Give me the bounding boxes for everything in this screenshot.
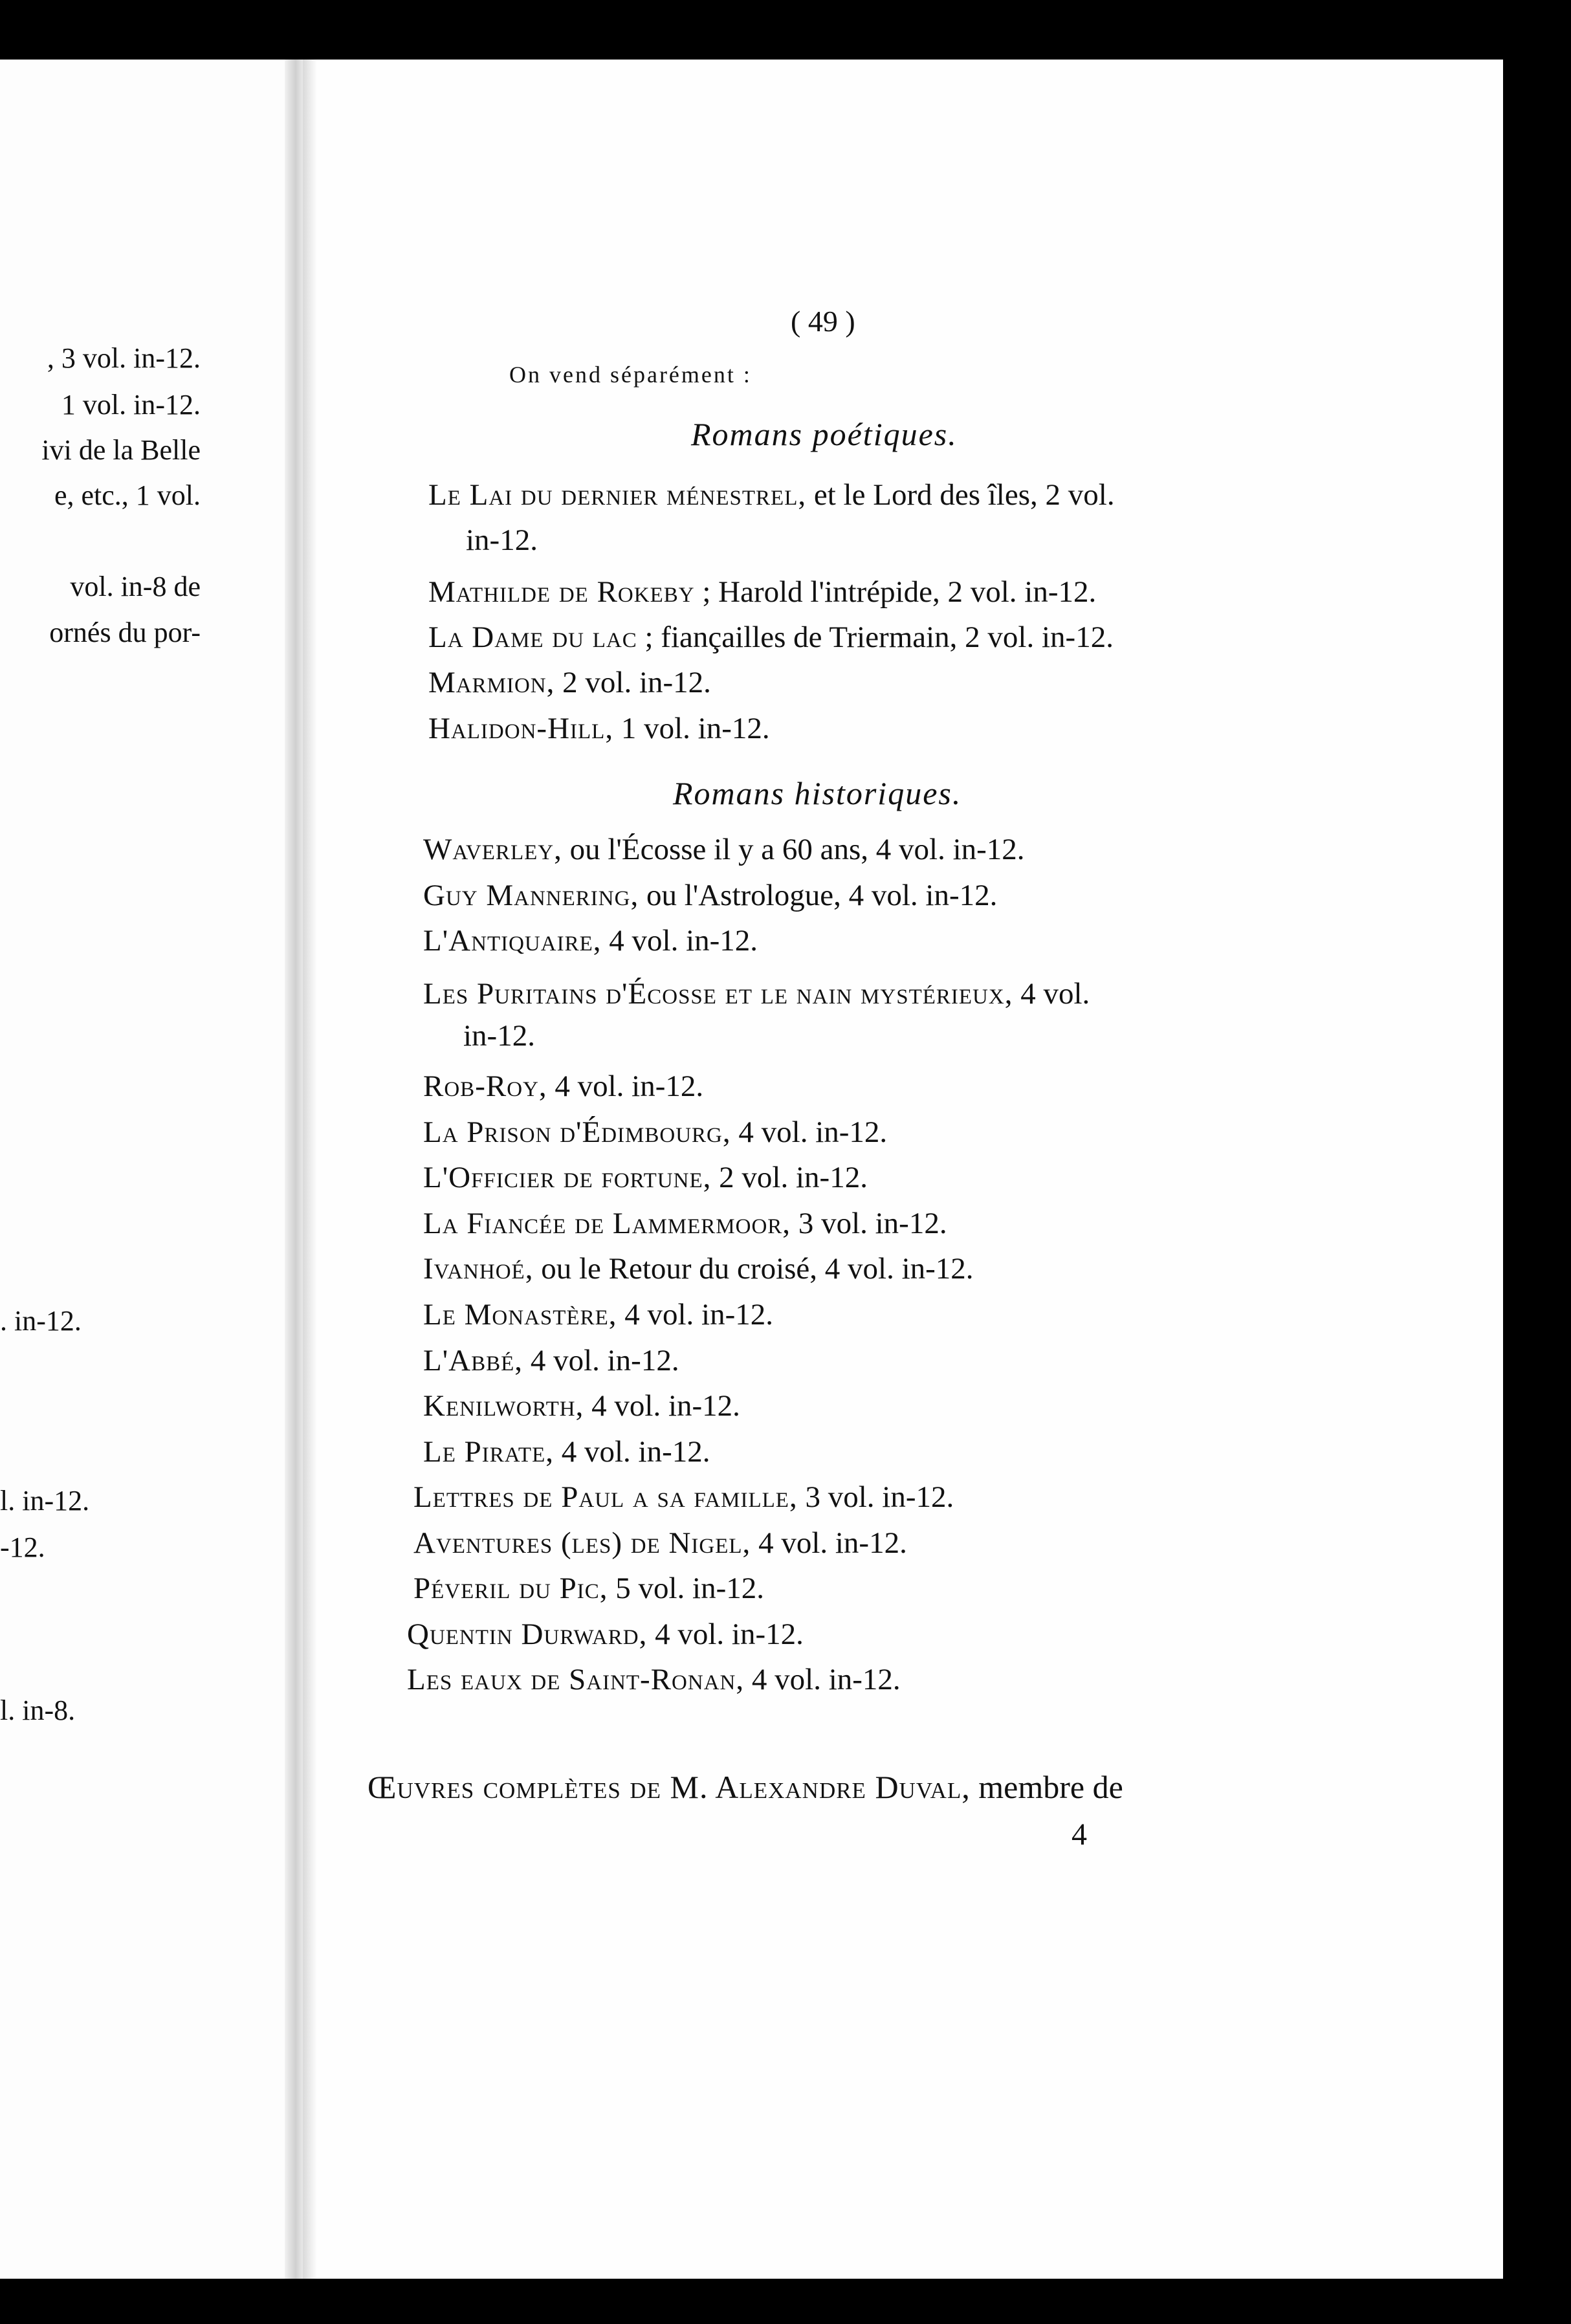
entry-details: 2 vol. in-12. — [555, 666, 711, 699]
sale-note: On vend séparément : — [509, 362, 752, 388]
list-item — [423, 1391, 740, 1421]
left-fragment: vol. in-8 de — [70, 571, 201, 602]
entry-details: 4 vol. in-12. — [751, 1526, 907, 1560]
entry-title: Halidon-Hill, — [428, 712, 614, 745]
left-fragment: ornés du por- — [49, 617, 201, 648]
left-facing-page — [0, 60, 298, 2279]
entry-continuation: in-12. — [466, 523, 538, 557]
entry-details: ; Harold l'intrépide, 2 vol. in-12. — [694, 575, 1097, 609]
entry-title: Marmion, — [428, 666, 555, 699]
left-fragment: , 3 vol. in-12. — [47, 342, 201, 374]
final-entry — [368, 1768, 1123, 1806]
entry-title: Quentin Durward, — [407, 1617, 648, 1651]
left-fragment: . in-12. — [0, 1305, 82, 1337]
list-item — [423, 979, 1090, 1009]
list-item — [413, 1482, 954, 1513]
entry-title: Le Monastère, — [423, 1298, 617, 1332]
entry-continuation: in-12. — [463, 1019, 535, 1053]
page-inner-shadow — [303, 60, 317, 2279]
list-item — [413, 1573, 764, 1604]
list-item — [423, 1163, 868, 1193]
entry-details: 4 vol. in-12. — [744, 1663, 901, 1696]
entry-title: Guy Mannering, — [423, 879, 639, 912]
page-number: ( 49 ) — [791, 305, 855, 338]
entry-details: 3 vol. in-12. — [791, 1207, 947, 1240]
entry-details: 4 vol. in-12. — [547, 1069, 704, 1103]
entry-title: Mathilde de Rokeby — [428, 575, 695, 609]
entry-details: 4 vol. in-12. — [554, 1435, 710, 1469]
list-item — [423, 835, 1025, 865]
entry-details: 4 vol. in-12. — [601, 924, 758, 958]
entry-title: Waverley, — [423, 833, 562, 866]
list-item — [428, 577, 1096, 608]
entry-title: L'Abbé, — [423, 1344, 523, 1377]
section-title-poetiques: Romans poétiques. — [691, 416, 958, 452]
entry-title: Les Puritains d'Écosse et le nain mystérieux, — [423, 977, 1013, 1011]
entry-details: 4 vol. in-12. — [584, 1389, 740, 1423]
entry-details: 4 vol. in-12. — [523, 1344, 679, 1377]
entry-title: La Dame du lac — [428, 620, 637, 654]
list-item — [428, 622, 1114, 653]
list-item — [428, 480, 1115, 510]
entry-details: 1 vol. in-12. — [613, 712, 770, 745]
entry-details: 4 vol. in-12. — [647, 1617, 804, 1651]
list-item — [423, 1300, 773, 1330]
entry-details: ou le Retour du croisé, 4 vol. in-12. — [533, 1252, 974, 1286]
entry-details: 4 vol. in-12. — [617, 1298, 774, 1332]
entry-details: ; fiançailles de Triermain, 2 vol. in-12. — [637, 620, 1114, 654]
list-item — [428, 714, 770, 744]
list-item — [423, 1071, 703, 1102]
entry-details: ou l'Astrologue, 4 vol. in-12. — [639, 879, 998, 912]
section-title-historiques: Romans historiques. — [673, 775, 962, 811]
list-item — [423, 926, 758, 956]
list-item — [423, 1437, 710, 1467]
entry-title: La Prison d'Édimbourg, — [423, 1115, 731, 1149]
entry-details: 2 vol. in-12. — [711, 1161, 868, 1194]
list-item — [407, 1619, 804, 1650]
left-fragment: e, etc., 1 vol. — [54, 479, 201, 511]
list-item — [423, 1117, 887, 1148]
left-fragment: 1 vol. in-12. — [61, 389, 201, 421]
list-item — [423, 1346, 679, 1376]
entry-details: membre de — [970, 1769, 1123, 1805]
list-item — [423, 881, 997, 911]
entry-details: 5 vol. in-12. — [608, 1572, 765, 1605]
book-gutter — [285, 60, 303, 2279]
entry-title: L'Antiquaire, — [423, 924, 602, 958]
entry-details: et le Lord des îles, 2 vol. — [806, 478, 1115, 512]
entry-title: Péveril du Pic, — [413, 1572, 608, 1605]
entry-title: Le Lai du dernier ménestrel, — [428, 478, 807, 512]
entry-details: 4 vol. — [1013, 977, 1090, 1011]
entry-title: Kenilworth, — [423, 1389, 584, 1423]
entry-title: La Fiancée de Lammermoor, — [423, 1207, 791, 1240]
entry-details: 4 vol. in-12. — [731, 1115, 888, 1149]
entry-title: Lettres de Paul a sa famille, — [413, 1480, 798, 1514]
entry-title: Aventures (les) de Nigel, — [413, 1526, 751, 1560]
list-item — [423, 1254, 974, 1284]
entry-title: Œuvres complètes de M. Alexandre Duval, — [368, 1769, 971, 1805]
list-item — [407, 1665, 901, 1695]
list-item — [428, 668, 711, 698]
entry-details: ou l'Écosse il y a 60 ans, 4 vol. in-12. — [562, 833, 1025, 866]
list-item — [413, 1528, 907, 1559]
entry-title: Le Pirate, — [423, 1435, 554, 1469]
left-fragment: l. in-8. — [0, 1694, 76, 1726]
left-fragment: -12. — [0, 1531, 45, 1563]
list-item — [423, 1209, 947, 1239]
left-fragment: l. in-12. — [0, 1485, 90, 1517]
entry-title: Ivanhoé, — [423, 1252, 534, 1286]
entry-title: Rob-Roy, — [423, 1069, 547, 1103]
signature-mark: 4 — [1071, 1817, 1087, 1852]
entry-title: L'Officier de fortune, — [423, 1161, 712, 1194]
entry-title: Les eaux de Saint-Ronan, — [407, 1663, 745, 1696]
entry-details: 3 vol. in-12. — [797, 1480, 954, 1514]
left-fragment: ivi de la Belle — [41, 434, 201, 466]
